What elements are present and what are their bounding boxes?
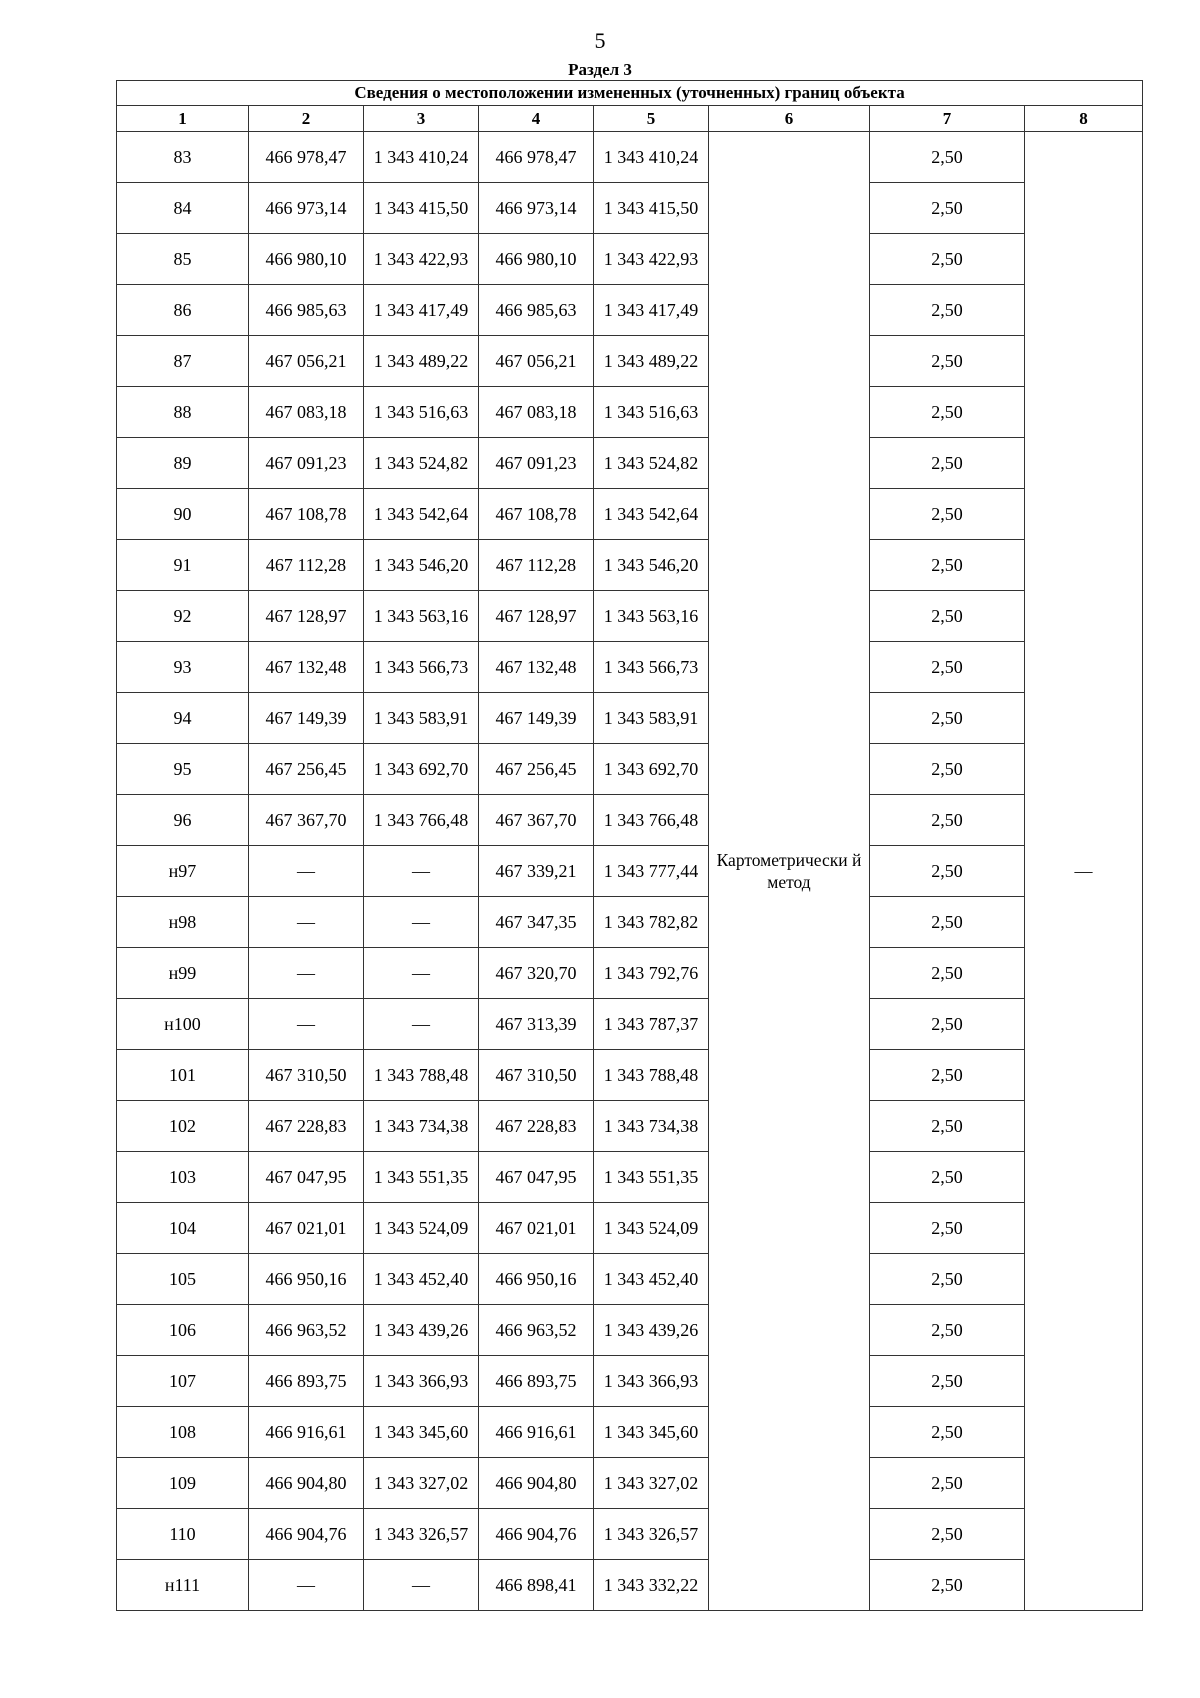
cell-existing-x: 466 963,52: [249, 1305, 364, 1356]
table-row: [117, 1101, 1143, 1152]
section-title: Раздел 3: [568, 60, 632, 79]
cell-new-y: 1 343 546,20: [594, 540, 709, 591]
cell-point-id: 105: [117, 1254, 249, 1305]
table-row: [117, 693, 1143, 744]
cell-precision: 2,50: [870, 1050, 1025, 1101]
column-header-8: 8: [1025, 106, 1143, 132]
table-row: [117, 1254, 1143, 1305]
cell-existing-y: 1 343 410,24: [364, 132, 479, 183]
table-row: [117, 438, 1143, 489]
cell-precision: 2,50: [870, 642, 1025, 693]
cell-existing-x: —: [249, 846, 364, 897]
table-row: [117, 642, 1143, 693]
cell-precision: 2,50: [870, 744, 1025, 795]
cell-existing-x: 467 047,95: [249, 1152, 364, 1203]
cell-new-x: 467 149,39: [479, 693, 594, 744]
table-row: [117, 132, 1143, 183]
column-header-6: 6: [709, 106, 870, 132]
cell-point-id: 85: [117, 234, 249, 285]
cell-point-id: 103: [117, 1152, 249, 1203]
cell-precision: 2,50: [870, 285, 1025, 336]
cell-existing-x: 467 112,28: [249, 540, 364, 591]
cell-point-id: 93: [117, 642, 249, 693]
cell-existing-y: 1 343 489,22: [364, 336, 479, 387]
cell-precision: 2,50: [870, 1101, 1025, 1152]
cell-existing-x: —: [249, 897, 364, 948]
boundary-table-container: [116, 80, 1142, 1611]
cell-existing-x: 466 950,16: [249, 1254, 364, 1305]
cell-new-y: 1 343 524,09: [594, 1203, 709, 1254]
cell-point-id: 108: [117, 1407, 249, 1458]
cell-new-x: 466 963,52: [479, 1305, 594, 1356]
cell-existing-y: 1 343 422,93: [364, 234, 479, 285]
table-row: [117, 846, 1143, 897]
cell-precision: 2,50: [870, 1458, 1025, 1509]
cell-existing-y: 1 343 524,09: [364, 1203, 479, 1254]
table-row: [117, 1152, 1143, 1203]
table-caption: Сведения о местоположении измененных (уточненных) границ объекта: [117, 81, 1143, 106]
cell-existing-y: 1 343 326,57: [364, 1509, 479, 1560]
table-row: [117, 1407, 1143, 1458]
cell-new-y: 1 343 734,38: [594, 1101, 709, 1152]
column-header-5: 5: [594, 106, 709, 132]
cell-existing-y: 1 343 366,93: [364, 1356, 479, 1407]
table-body: [117, 132, 1143, 1611]
cell-point-id: 94: [117, 693, 249, 744]
table-row: [117, 387, 1143, 438]
table-row: [117, 285, 1143, 336]
table-row: [117, 1203, 1143, 1254]
cell-precision: 2,50: [870, 540, 1025, 591]
cell-existing-x: 467 149,39: [249, 693, 364, 744]
cell-existing-x: 466 980,10: [249, 234, 364, 285]
column-header-3: 3: [364, 106, 479, 132]
cell-new-y: 1 343 345,60: [594, 1407, 709, 1458]
table-row: [117, 183, 1143, 234]
cell-existing-y: 1 343 327,02: [364, 1458, 479, 1509]
cell-precision: 2,50: [870, 387, 1025, 438]
cell-new-y: 1 343 792,76: [594, 948, 709, 999]
table-row: [117, 1305, 1143, 1356]
cell-point-id: н111: [117, 1560, 249, 1611]
cell-new-y: 1 343 542,64: [594, 489, 709, 540]
cell-new-y: 1 343 524,82: [594, 438, 709, 489]
cell-method: Картометрически й метод: [709, 132, 870, 1611]
cell-note: —: [1025, 132, 1143, 1611]
cell-existing-x: 467 021,01: [249, 1203, 364, 1254]
table-row: [117, 999, 1143, 1050]
column-header-7: 7: [870, 106, 1025, 132]
cell-new-y: 1 343 410,24: [594, 132, 709, 183]
cell-existing-x: 466 904,76: [249, 1509, 364, 1560]
cell-precision: 2,50: [870, 234, 1025, 285]
cell-point-id: 96: [117, 795, 249, 846]
cell-point-id: 92: [117, 591, 249, 642]
cell-new-y: 1 343 782,82: [594, 897, 709, 948]
cell-existing-x: —: [249, 999, 364, 1050]
table-row: [117, 1560, 1143, 1611]
cell-new-y: 1 343 326,57: [594, 1509, 709, 1560]
cell-precision: 2,50: [870, 183, 1025, 234]
cell-new-x: 467 339,21: [479, 846, 594, 897]
cell-existing-y: 1 343 415,50: [364, 183, 479, 234]
table-header-row: [117, 106, 1143, 132]
cell-existing-y: 1 343 788,48: [364, 1050, 479, 1101]
cell-existing-x: 467 083,18: [249, 387, 364, 438]
cell-existing-y: —: [364, 999, 479, 1050]
cell-existing-y: 1 343 566,73: [364, 642, 479, 693]
cell-point-id: 101: [117, 1050, 249, 1101]
cell-new-x: 466 904,80: [479, 1458, 594, 1509]
cell-point-id: 84: [117, 183, 249, 234]
cell-new-x: 467 083,18: [479, 387, 594, 438]
cell-new-x: 466 950,16: [479, 1254, 594, 1305]
cell-new-y: 1 343 787,37: [594, 999, 709, 1050]
cell-point-id: 95: [117, 744, 249, 795]
table-row: [117, 795, 1143, 846]
cell-existing-x: 466 985,63: [249, 285, 364, 336]
cell-point-id: 86: [117, 285, 249, 336]
column-header-1: 1: [117, 106, 249, 132]
cell-existing-y: —: [364, 897, 479, 948]
cell-new-x: 467 132,48: [479, 642, 594, 693]
table-row: [117, 1356, 1143, 1407]
cell-existing-x: 466 978,47: [249, 132, 364, 183]
cell-point-id: 89: [117, 438, 249, 489]
cell-existing-y: —: [364, 846, 479, 897]
cell-existing-y: 1 343 692,70: [364, 744, 479, 795]
cell-precision: 2,50: [870, 132, 1025, 183]
table-row: [117, 744, 1143, 795]
cell-precision: 2,50: [870, 489, 1025, 540]
table-row: [117, 234, 1143, 285]
cell-new-y: 1 343 583,91: [594, 693, 709, 744]
table-row: [117, 540, 1143, 591]
cell-existing-y: 1 343 583,91: [364, 693, 479, 744]
cell-new-y: 1 343 332,22: [594, 1560, 709, 1611]
cell-new-y: 1 343 417,49: [594, 285, 709, 336]
cell-precision: 2,50: [870, 1152, 1025, 1203]
cell-existing-y: —: [364, 948, 479, 999]
cell-precision: 2,50: [870, 1560, 1025, 1611]
cell-new-x: 467 108,78: [479, 489, 594, 540]
page-number: 5: [594, 28, 606, 53]
cell-new-y: 1 343 516,63: [594, 387, 709, 438]
cell-point-id: н99: [117, 948, 249, 999]
cell-existing-y: 1 343 546,20: [364, 540, 479, 591]
cell-new-y: 1 343 766,48: [594, 795, 709, 846]
cell-existing-x: 466 973,14: [249, 183, 364, 234]
cell-new-x: 467 228,83: [479, 1101, 594, 1152]
cell-existing-y: 1 343 516,63: [364, 387, 479, 438]
cell-new-x: 466 980,10: [479, 234, 594, 285]
cell-point-id: н97: [117, 846, 249, 897]
table-row: [117, 948, 1143, 999]
cell-precision: 2,50: [870, 591, 1025, 642]
cell-existing-y: 1 343 563,16: [364, 591, 479, 642]
cell-precision: 2,50: [870, 1356, 1025, 1407]
cell-new-y: 1 343 422,93: [594, 234, 709, 285]
cell-new-x: 467 367,70: [479, 795, 594, 846]
cell-new-y: 1 343 366,93: [594, 1356, 709, 1407]
cell-precision: 2,50: [870, 795, 1025, 846]
cell-point-id: 104: [117, 1203, 249, 1254]
cell-precision: 2,50: [870, 1509, 1025, 1560]
cell-existing-x: 467 367,70: [249, 795, 364, 846]
cell-new-y: 1 343 415,50: [594, 183, 709, 234]
cell-new-x: 466 916,61: [479, 1407, 594, 1458]
column-header-2: 2: [249, 106, 364, 132]
cell-existing-x: 467 256,45: [249, 744, 364, 795]
cell-new-y: 1 343 788,48: [594, 1050, 709, 1101]
cell-new-y: 1 343 489,22: [594, 336, 709, 387]
table-row: [117, 1458, 1143, 1509]
cell-existing-x: 467 091,23: [249, 438, 364, 489]
cell-precision: 2,50: [870, 438, 1025, 489]
cell-new-x: 467 047,95: [479, 1152, 594, 1203]
cell-precision: 2,50: [870, 1305, 1025, 1356]
cell-existing-x: 467 132,48: [249, 642, 364, 693]
cell-new-x: 467 112,28: [479, 540, 594, 591]
cell-point-id: 106: [117, 1305, 249, 1356]
cell-new-x: 467 313,39: [479, 999, 594, 1050]
cell-new-x: 466 898,41: [479, 1560, 594, 1611]
cell-existing-y: 1 343 524,82: [364, 438, 479, 489]
cell-point-id: н100: [117, 999, 249, 1050]
cell-precision: 2,50: [870, 336, 1025, 387]
cell-new-y: 1 343 551,35: [594, 1152, 709, 1203]
cell-new-x: 466 904,76: [479, 1509, 594, 1560]
column-header-4: 4: [479, 106, 594, 132]
table-row: [117, 489, 1143, 540]
cell-new-x: 467 128,97: [479, 591, 594, 642]
cell-existing-y: 1 343 452,40: [364, 1254, 479, 1305]
cell-precision: 2,50: [870, 693, 1025, 744]
cell-point-id: 110: [117, 1509, 249, 1560]
cell-new-y: 1 343 777,44: [594, 846, 709, 897]
cell-new-y: 1 343 452,40: [594, 1254, 709, 1305]
cell-new-y: 1 343 692,70: [594, 744, 709, 795]
cell-new-y: 1 343 439,26: [594, 1305, 709, 1356]
cell-existing-y: 1 343 766,48: [364, 795, 479, 846]
cell-point-id: 102: [117, 1101, 249, 1152]
cell-precision: 2,50: [870, 948, 1025, 999]
cell-existing-x: —: [249, 1560, 364, 1611]
cell-precision: 2,50: [870, 1254, 1025, 1305]
cell-existing-x: 467 108,78: [249, 489, 364, 540]
cell-new-x: 467 310,50: [479, 1050, 594, 1101]
cell-point-id: 88: [117, 387, 249, 438]
cell-precision: 2,50: [870, 1203, 1025, 1254]
table-row: [117, 336, 1143, 387]
cell-existing-x: 467 228,83: [249, 1101, 364, 1152]
cell-existing-y: 1 343 542,64: [364, 489, 479, 540]
cell-point-id: 83: [117, 132, 249, 183]
table-row: [117, 591, 1143, 642]
cell-existing-y: 1 343 345,60: [364, 1407, 479, 1458]
cell-new-y: 1 343 566,73: [594, 642, 709, 693]
cell-existing-y: 1 343 417,49: [364, 285, 479, 336]
cell-existing-x: 466 904,80: [249, 1458, 364, 1509]
cell-new-x: 466 893,75: [479, 1356, 594, 1407]
cell-point-id: 109: [117, 1458, 249, 1509]
cell-new-x: 467 056,21: [479, 336, 594, 387]
cell-existing-y: 1 343 734,38: [364, 1101, 479, 1152]
cell-new-y: 1 343 327,02: [594, 1458, 709, 1509]
cell-existing-x: 467 128,97: [249, 591, 364, 642]
cell-point-id: 107: [117, 1356, 249, 1407]
cell-new-x: 467 021,01: [479, 1203, 594, 1254]
table-row: [117, 1050, 1143, 1101]
cell-existing-y: —: [364, 1560, 479, 1611]
table-row: [117, 897, 1143, 948]
cell-existing-y: 1 343 439,26: [364, 1305, 479, 1356]
cell-point-id: н98: [117, 897, 249, 948]
cell-existing-y: 1 343 551,35: [364, 1152, 479, 1203]
cell-precision: 2,50: [870, 999, 1025, 1050]
cell-existing-x: 467 056,21: [249, 336, 364, 387]
cell-existing-x: 466 893,75: [249, 1356, 364, 1407]
table-row: [117, 1509, 1143, 1560]
cell-new-x: 466 973,14: [479, 183, 594, 234]
cell-precision: 2,50: [870, 846, 1025, 897]
cell-existing-x: —: [249, 948, 364, 999]
cell-new-x: 467 256,45: [479, 744, 594, 795]
cell-point-id: 91: [117, 540, 249, 591]
cell-existing-x: 467 310,50: [249, 1050, 364, 1101]
cell-existing-x: 466 916,61: [249, 1407, 364, 1458]
cell-point-id: 90: [117, 489, 249, 540]
cell-new-y: 1 343 563,16: [594, 591, 709, 642]
cell-new-x: 466 978,47: [479, 132, 594, 183]
boundary-table: [116, 80, 1143, 1611]
cell-precision: 2,50: [870, 897, 1025, 948]
cell-new-x: 467 320,70: [479, 948, 594, 999]
cell-new-x: 467 091,23: [479, 438, 594, 489]
cell-new-x: 466 985,63: [479, 285, 594, 336]
cell-point-id: 87: [117, 336, 249, 387]
cell-precision: 2,50: [870, 1407, 1025, 1458]
cell-new-x: 467 347,35: [479, 897, 594, 948]
